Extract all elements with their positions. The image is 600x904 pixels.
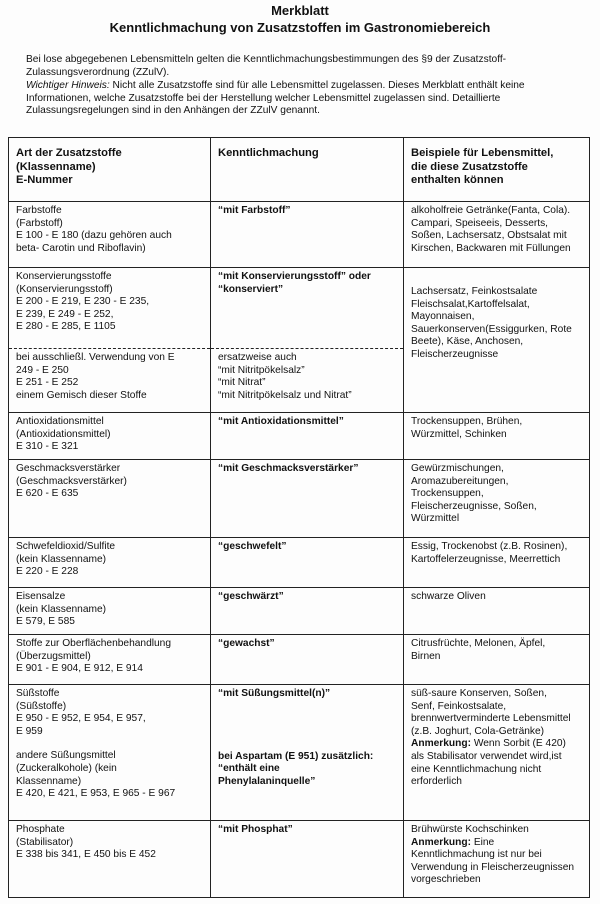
note-label: Anmerkung: <box>411 836 471 848</box>
cell-line: Birnen <box>411 650 441 662</box>
cell-line: E 239, E 249 - E 252, <box>16 308 114 320</box>
labeling-cell <box>211 588 404 635</box>
table-row <box>9 588 590 635</box>
header-line: Art der Zusatzstoffe <box>16 147 122 159</box>
cell-line: andere Süßungsmittel <box>16 750 116 762</box>
note-text: Wenn Sorbit (E 420) <box>471 738 566 750</box>
table-row <box>9 538 590 588</box>
cell-line: vorgeschrieben <box>411 874 481 886</box>
cell-line: Kirschen, Backwaren mit Füllungen <box>411 242 571 254</box>
cell-line: E 959 <box>16 725 43 737</box>
table-row <box>9 413 590 460</box>
cell-line: Stoffe zur Oberflächenbehandlung <box>16 638 172 649</box>
table-row <box>9 821 590 898</box>
document-title: Merkblatt <box>271 3 329 18</box>
cell-line: erforderlich <box>411 776 462 788</box>
cell-line: “geschwefelt” <box>218 541 287 552</box>
note-text: Eine <box>471 836 495 848</box>
examples-cell <box>404 268 590 413</box>
cell-line: Würzmittel, Schinken <box>411 428 507 440</box>
hint-label: Wichtiger Hinweis: <box>26 80 110 91</box>
cell-line: bei ausschließl. Verwendung von E <box>16 352 175 363</box>
cell-line: E 420, E 421, E 953, E 965 - E 967 <box>16 788 176 800</box>
table-header-row <box>9 138 590 202</box>
cell-line: Phenylalaninquelle” <box>218 775 316 787</box>
note-label: Anmerkung: <box>411 738 471 750</box>
cell-line: Antioxidationsmittel <box>16 416 104 427</box>
labeling-cell <box>211 413 404 460</box>
cell-line: (Überzugsmittel) <box>16 650 91 662</box>
cell-line: Würzmittel <box>411 513 460 525</box>
cell-line: Kartoffelerzeugnisse, Meerrettich <box>411 553 561 565</box>
examples-cell <box>404 635 590 685</box>
cell-line: schwarze Oliven <box>411 591 486 602</box>
examples-cell <box>404 685 590 821</box>
examples-cell <box>404 413 590 460</box>
cell-line: (Antioxidationsmittel) <box>16 428 111 440</box>
additives-table <box>8 137 590 898</box>
labeling-cell <box>211 685 404 821</box>
cell-line: Aromazubereitungen, <box>411 475 509 487</box>
cell-line: “mit Konservierungsstoff” oder <box>218 271 371 282</box>
cell-line: E 338 bis 341, E 450 bis E 452 <box>16 849 156 861</box>
cell-line: “mit Geschmacksverstärker” <box>218 463 359 474</box>
header-line: die diese Zusatzstoffe <box>411 160 528 173</box>
cell-line: bei Aspartam (E 951) zusätzlich: <box>218 750 374 762</box>
cell-line: Citrusfrüchte, Melonen, Äpfel, <box>411 638 546 649</box>
cell-line: “mit Süßungsmittel(n)” <box>218 688 331 699</box>
cell-line: Campari, Speiseeis, Desserts, <box>411 217 549 229</box>
table-row <box>9 202 590 268</box>
table-row <box>9 635 590 685</box>
cell-line: (Süßstoffe) <box>16 700 67 712</box>
labeling-cell <box>211 460 404 538</box>
cell-line: als Stabilisator verwendet wird,ist <box>411 750 562 762</box>
cell-line: “mit Nitritpökelsalz und Nitrat” <box>218 389 352 401</box>
examples-cell <box>404 821 590 898</box>
cell-line: süß-saure Konserven, Soßen, <box>411 688 547 699</box>
cell-line: Konservierungsstoffe <box>16 271 112 282</box>
labeling-cell <box>211 635 404 685</box>
cell-line: “mit Nitrat” <box>218 377 266 389</box>
cell-line: “geschwärzt” <box>218 591 284 602</box>
table-row <box>9 685 590 821</box>
cell-line: E 220 - E 228 <box>16 566 79 578</box>
cell-line: “mit Farbstoff” <box>218 205 291 216</box>
additive-type-cell <box>9 349 211 413</box>
cell-line: Beete), Käse, Anchosen, <box>411 336 524 348</box>
header-line: Beispiele für Lebensmittel, <box>411 147 554 159</box>
additive-type-cell <box>9 685 211 821</box>
cell-line: (Konservierungsstoff) <box>16 283 113 295</box>
cell-line: Fleischerzeugnisse, Soßen, <box>411 500 537 512</box>
cell-line: Gewürzmischungen, <box>411 463 504 474</box>
cell-line: (kein Klassenname) <box>16 603 107 615</box>
hint-text: Nicht alle Zusatzstoffe sind für alle Lebensmittel zugelassen. Dieses Merkblatt enthält keine Informationen, welche Zusatzstoffe bei der Herstellung welcher Lebensmittel zugelassen sind. Detaillierte Zulassungsregelungen sind in den Anhängen der ZZulV genannt. <box>26 80 525 116</box>
cell-line: Kenntlichmachung ist nur bei <box>411 849 542 861</box>
cell-line: Fleischsalat,Kartoffelsalat, <box>411 298 530 310</box>
cell-line: alkoholfreie Getränke(Fanta, Cola). <box>411 205 571 216</box>
cell-line: Soßen, Lachsersatz, Obstsalat mit <box>411 230 567 242</box>
cell-line: Fleischerzeugnisse <box>411 348 499 360</box>
examples-cell <box>404 202 590 268</box>
cell-line: E 950 - E 952, E 954, E 957, <box>16 713 146 725</box>
cell-line: “enthält eine <box>218 763 280 775</box>
examples-cell <box>404 460 590 538</box>
cell-line: “gewachst” <box>218 638 275 649</box>
examples-cell <box>404 588 590 635</box>
labeling-cell <box>211 268 404 349</box>
cell-line: Phosphate <box>16 824 65 835</box>
cell-line: Schwefeldioxid/Sulfite <box>16 541 116 552</box>
additive-type-cell <box>9 588 211 635</box>
cell-line: einem Gemisch dieser Stoffe <box>16 389 147 401</box>
cell-line: (z.B. Joghurt, Cola-Getränke) <box>411 725 545 737</box>
cell-line: Eisensalze <box>16 591 66 602</box>
cell-line: E 280 - E 285, E 1105 <box>16 321 116 333</box>
cell-line: 249 - E 250 <box>16 364 69 376</box>
examples-cell <box>404 538 590 588</box>
additive-type-cell <box>9 202 211 268</box>
cell-line: Brühwürste Kochschinken <box>411 824 529 835</box>
additive-type-cell <box>9 413 211 460</box>
cell-line: (Stabilisator) <box>16 836 74 848</box>
header-line: Kenntlichmachung <box>218 147 319 159</box>
cell-line: E 579, E 585 <box>16 616 75 628</box>
cell-line: (Farbstoff) <box>16 217 63 229</box>
additive-type-cell <box>9 538 211 588</box>
cell-line: E 310 - E 321 <box>16 441 79 453</box>
header-col-labeling <box>211 138 404 202</box>
header-col-type <box>9 138 211 202</box>
labeling-cell <box>211 821 404 898</box>
cell-line: Süßstoffe <box>16 688 60 699</box>
cell-line: “mit Nitritpökelsalz” <box>218 364 305 376</box>
cell-line: “konserviert” <box>218 283 284 295</box>
header-line: E-Nummer <box>16 174 73 186</box>
cell-line: E 100 - E 180 (dazu gehören auch <box>16 230 172 242</box>
cell-line: E 901 - E 904, E 912, E 914 <box>16 663 143 675</box>
additive-type-cell <box>9 821 211 898</box>
cell-line: brennwertverminderte Lebensmittel <box>411 713 571 725</box>
header-line: (Klassenname) <box>16 160 96 173</box>
table-row <box>9 268 590 349</box>
cell-line: Essig, Trockenobst (z.B. Rosinen), <box>411 541 568 552</box>
cell-line: E 251 - E 252 <box>16 377 79 389</box>
cell-line: E 200 - E 219, E 230 - E 235, <box>16 296 150 308</box>
cell-line: Klassenname) <box>16 775 82 787</box>
additive-type-cell <box>9 635 211 685</box>
cell-line: beta- Carotin und Riboflavin) <box>16 242 146 254</box>
cell-line: Trockensuppen, Brühen, <box>411 416 523 427</box>
additive-type-cell <box>9 268 211 349</box>
cell-line: Geschmacksverstärker <box>16 463 121 474</box>
cell-line: “mit Antioxidationsmittel” <box>218 416 344 427</box>
cell-line: Mayonnaisen, <box>411 311 475 323</box>
cell-line: E 620 - E 635 <box>16 488 79 500</box>
cell-line: ersatzweise auch <box>218 352 297 363</box>
note-line <box>411 738 584 751</box>
cell-line: eine Kenntlichmachung nicht <box>411 763 542 775</box>
labeling-cell <box>211 538 404 588</box>
hint-paragraph <box>26 80 586 118</box>
cell-line: Trockensuppen, <box>411 488 484 500</box>
intro-paragraph: Bei lose abgegebenen Lebensmitteln gelten die Kenntlichmachungsbestimmungen des §9 der Zusatzstoff-Zulassungsverordnung (ZZulV). <box>26 54 507 78</box>
cell-line: (kein Klassenname) <box>16 553 107 565</box>
labeling-cell <box>211 349 404 413</box>
cell-line: “mit Phosphat” <box>218 824 293 835</box>
labeling-cell <box>211 202 404 268</box>
header-col-examples <box>404 138 590 202</box>
note-line <box>411 837 584 850</box>
cell-line: Verwendung in Fleischerzeugnissen <box>411 861 575 873</box>
document-subtitle: Kenntlichmachung von Zusatzstoffen im Gastronomiebereich <box>109 20 491 35</box>
cell-line: (Geschmacksverstärker) <box>16 475 127 487</box>
cell-line: (Zuckeralkohole) (kein <box>16 762 117 774</box>
cell-line: Farbstoffe <box>16 205 62 216</box>
cell-line: Lachsersatz, Feinkostsalate <box>411 286 538 297</box>
table-row <box>9 460 590 538</box>
cell-line: Senf, Feinkostsalate, <box>411 700 507 712</box>
cell-line: Sauerkonserven(Essiggurken, Rote <box>411 323 572 335</box>
additive-type-cell <box>9 460 211 538</box>
header-line: enthalten können <box>411 174 504 186</box>
